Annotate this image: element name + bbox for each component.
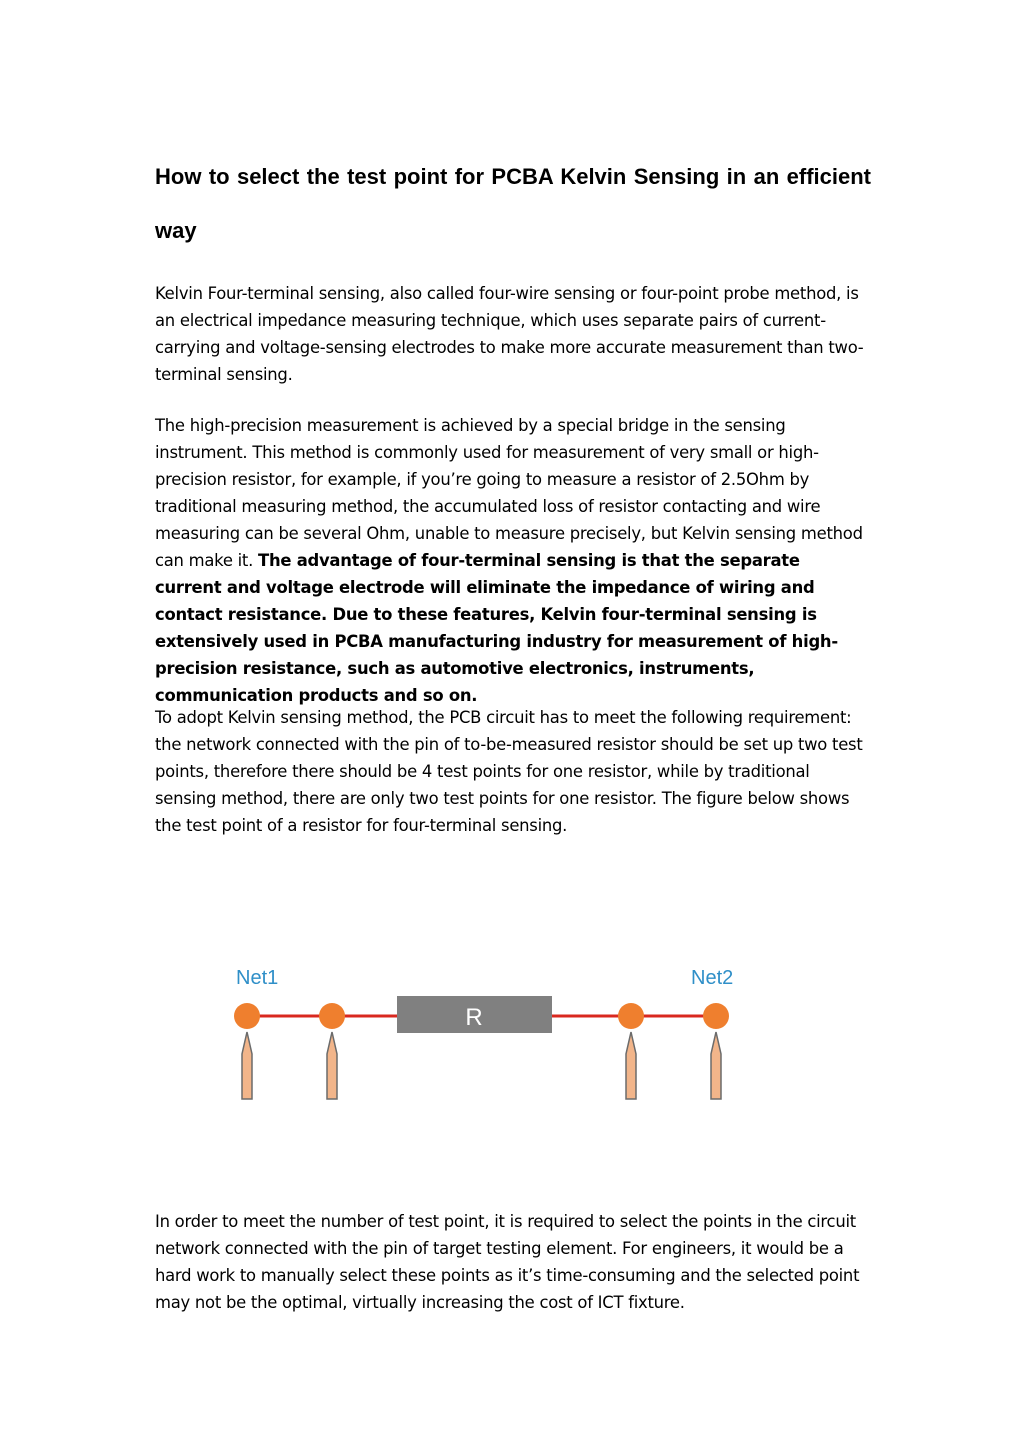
kelvin-test-point-figure [228,955,748,1115]
paragraph-precision [155,412,871,709]
test-point-net2-inner [618,1003,644,1029]
paragraph-precision-text: The high-precision measurement is achieved by a special bridge in the sensing instrument. This method is commonly used for measurement of very small or high-precision resistor, for example, if you’re going to measure a resistor of 2.5Ohm by traditional measuring method, the accumulated loss of resistor contacting and wire measuring can be several Ohm, unable to measure precisely, but Kelvin sensing method can make it. [155,416,863,570]
test-point-net1-outer [234,1003,260,1029]
probe-net2-inner [626,1032,636,1099]
paragraph-selection: In order to meet the number of test point, it is required to select the points in the circuit network connected with the pin of target testing element. For engineers, it would be a hard work to manually select these points as it’s time-consuming and the selected point may not be the optimal, virtually increasing the cost of ICT fixture. [155,1212,860,1312]
probe-net1-inner [327,1032,337,1099]
test-point-net2-outer [703,1003,729,1029]
resistor-label: R [465,1004,483,1031]
probe-net1-outer [242,1032,252,1099]
paragraph-requirement: To adopt Kelvin sensing method, the PCB circuit has to meet the following requirement: the network connected with the pin of to-be-measured resistor should be set up two test points, therefore there should be 4 test points for one resistor, while by traditional sensing method, there are only two test points for one resistor. The figure below shows the test point of a resistor for four-terminal sensing. [155,708,863,835]
net2-label: Net2 [691,967,734,989]
paragraph-precision-highlight: The advantage of four-terminal sensing is that the separate current and voltage electrode will eliminate the impedance of wiring and contact resistance. Due to these features, Kelvin four-terminal sensing is extensively used in PCBA manufacturing industry for measurement of high-precision resistance, such as automotive electronics, instruments, communication products and so on. [155,551,838,705]
net1-label: Net1 [236,967,279,989]
probe-net2-outer [711,1032,721,1099]
paragraph-intro: Kelvin Four-terminal sensing, also called four-wire sensing or four-point probe method, is an electrical impedance measuring technique, which uses separate pairs of current-carrying and voltage-sensing electrodes to make more accurate measurement than two-terminal sensing. [155,284,864,384]
article-title: How to select the test point for PCBA Kelvin Sensing in an efficient way [155,164,871,243]
test-point-net1-inner [319,1003,345,1029]
